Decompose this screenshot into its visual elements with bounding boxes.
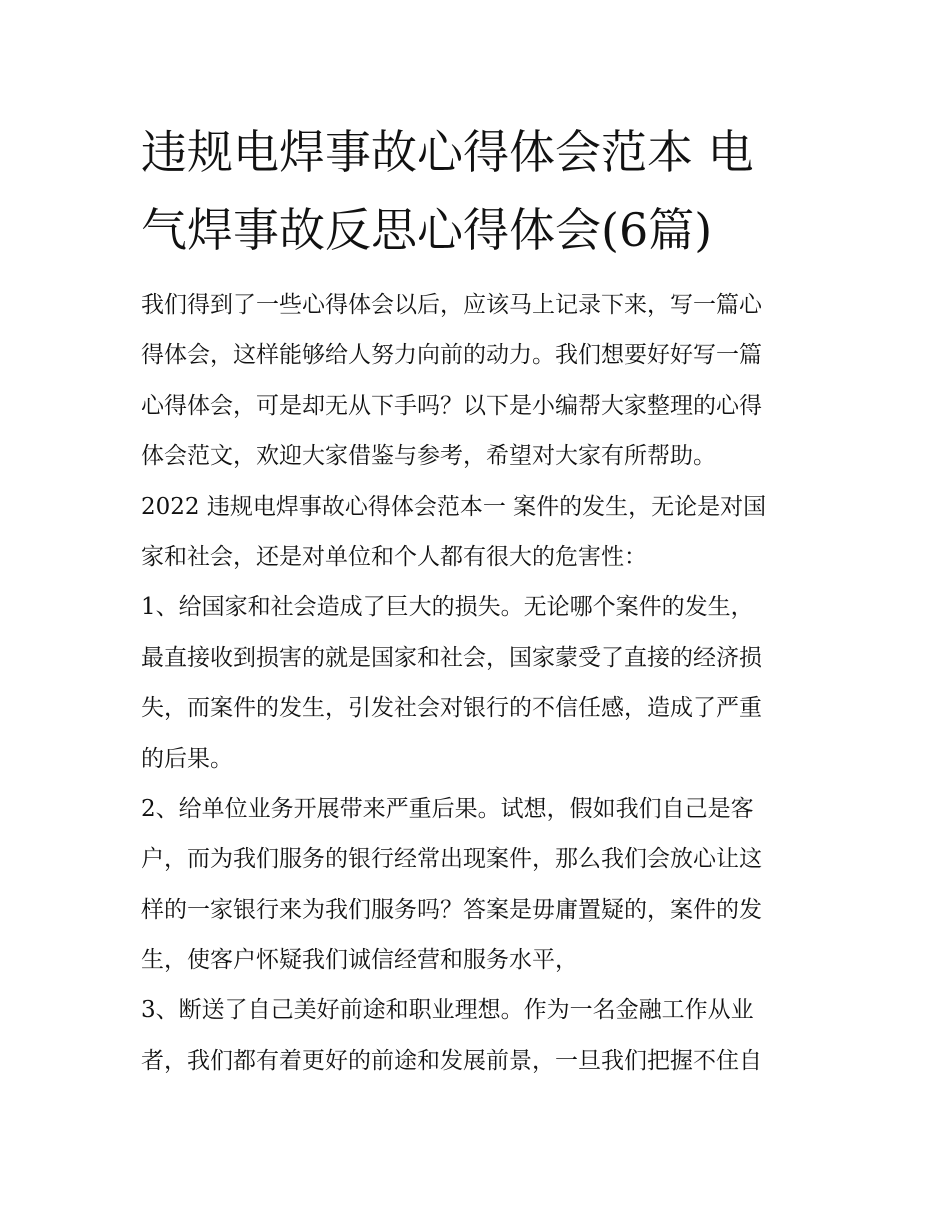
body-line-5: 2022 违规电焊事故心得体会范本一 案件的发生，无论是对国 — [141, 493, 767, 520]
document-body — [141, 280, 821, 1086]
body-line-12: 户，而为我们服务的银行经常出现案件，那么我们会放心让这 — [141, 846, 762, 873]
body-line-15: 3、断送了自己美好前途和职业理想。作为一名金融工作从业 — [141, 997, 754, 1024]
body-line-16: 者，我们都有着更好的前途和发展前景，一旦我们把握不住自 — [141, 1047, 762, 1074]
title-line-2: 气焊事故反思心得体会(6篇) — [141, 203, 713, 257]
body-line-4: 体会范文，欢迎大家借鉴与参考，希望对大家有所帮助。 — [141, 443, 716, 470]
body-line-10: 的后果。 — [141, 745, 233, 772]
body-line-6: 家和社会，还是对单位和个人都有很大的危害性： — [141, 543, 647, 570]
body-line-3: 心得体会，可是却无从下手吗？以下是小编帮大家整理的心得 — [141, 392, 762, 419]
body-line-8: 最直接收到损害的就是国家和社会，国家蒙受了直接的经济损 — [141, 644, 762, 671]
body-line-13: 样的一家银行来为我们服务吗？答案是毋庸置疑的，案件的发 — [141, 896, 762, 923]
body-line-11: 2、给单位业务开展带来严重后果。试想，假如我们自己是客 — [141, 795, 754, 822]
body-line-2: 得体会，这样能够给人努力向前的动力。我们想要好好写一篇 — [141, 342, 762, 369]
body-line-7: 1、给国家和社会造成了巨大的损失。无论哪个案件的发生， — [141, 594, 754, 621]
title-line-1: 违规电焊事故心得体会范本 电 — [141, 125, 754, 179]
body-line-1: 我们得到了一些心得体会以后，应该马上记录下来，写一篇心 — [141, 292, 762, 318]
body-line-9: 失，而案件的发生，引发社会对银行的不信任感，造成了严重 — [141, 695, 762, 722]
document-title — [141, 113, 821, 269]
body-line-14: 生，使客户怀疑我们诚信经营和服务水平， — [141, 947, 578, 974]
